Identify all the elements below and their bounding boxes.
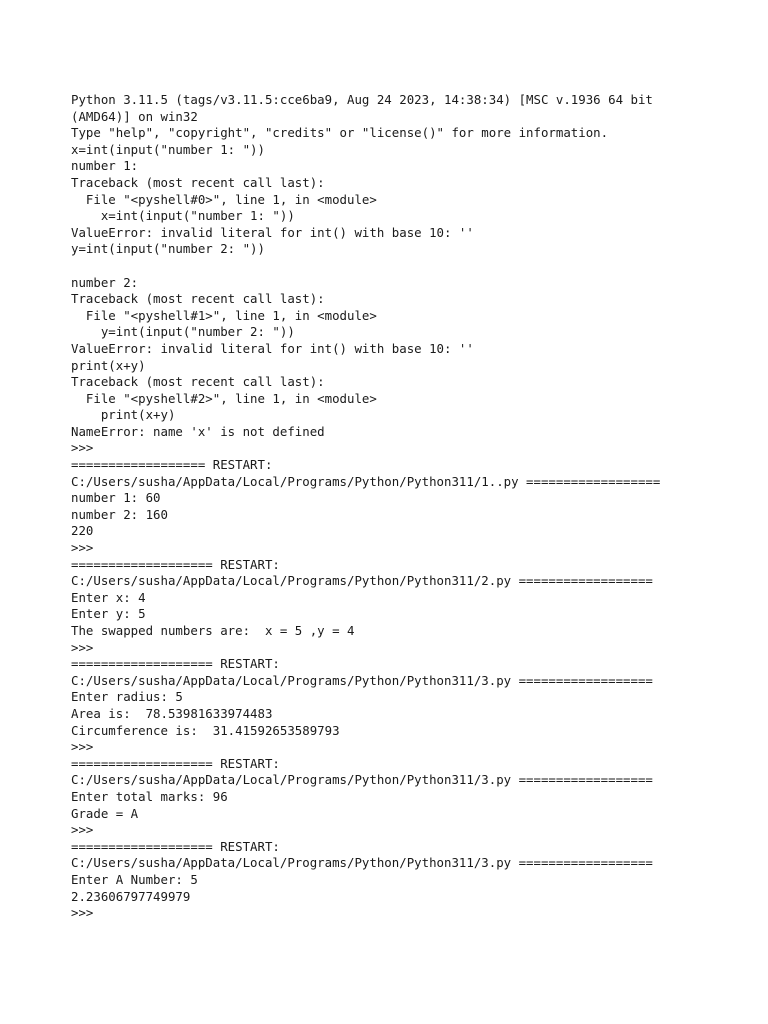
shell-output-line: Traceback (most recent call last): [71, 374, 325, 390]
restart-banner-line: =================== RESTART: [71, 656, 280, 672]
shell-output-line: The swapped numbers are: x = 5 ,y = 4 [71, 623, 355, 638]
shell-output-line: Grade = A [71, 805, 139, 821]
shell-output-line: File "<pyshell#1>", line 1, in <module> [71, 307, 377, 323]
shell-output-line: number 1: 60 [71, 490, 161, 506]
shell-output-line: (AMD64)] on win32 [71, 108, 198, 124]
shell-output-line: x=int(input("number 1: ")) [71, 141, 265, 157]
shell-output-line: 2.23606797749979 [71, 888, 191, 904]
restart-banner-line: ================== RESTART: [71, 457, 273, 473]
shell-output-line: number 2: 160 [71, 506, 168, 522]
shell-output-line: print(x+y) [71, 407, 176, 423]
shell-output-line [71, 258, 751, 275]
shell-output-line: File "<pyshell#2>", line 1, in <module> [71, 390, 377, 406]
shell-prompt: >>> [71, 639, 94, 655]
shell-output-line: Type "help", "copyright", "credits" or "license()" for more information. [71, 125, 609, 141]
shell-output-line: y=int(input("number 2: ")) [71, 324, 295, 340]
error-line: ValueError: invalid literal for int() with base 10: '' [71, 340, 474, 356]
shell-output-line: Traceback (most recent call last): [71, 291, 325, 307]
shell-output-line: Traceback (most recent call last): [71, 174, 325, 190]
error-line: NameError: name 'x' is not defined [71, 423, 325, 439]
shell-prompt: >>> [71, 540, 94, 556]
restart-banner-line: =================== RESTART: [71, 838, 280, 854]
shell-output-line: C:/Users/susha/AppData/Local/Programs/Python/Python311/1..py ================== [71, 473, 661, 489]
shell-output-line: Enter A Number: 5 [71, 871, 198, 887]
shell-output-line: C:/Users/susha/AppData/Local/Programs/Python/Python311/2.py ================== [71, 573, 653, 589]
error-line: ValueError: invalid literal for int() with base 10: '' [71, 224, 474, 240]
restart-banner-line: =================== RESTART: [71, 755, 280, 771]
shell-output-line: Enter total marks: 96 [71, 788, 228, 804]
restart-banner-line: =================== RESTART: [71, 556, 280, 572]
shell-output-line: File "<pyshell#0>", line 1, in <module> [71, 191, 377, 207]
shell-output-line: C:/Users/susha/AppData/Local/Programs/Python/Python311/3.py ================== [71, 672, 653, 688]
python-shell-output [71, 92, 751, 922]
shell-output-line: C:/Users/susha/AppData/Local/Programs/Python/Python311/3.py ================== [71, 772, 653, 788]
shell-output-line: Enter x: 4 [71, 589, 146, 605]
shell-prompt: >>> [71, 739, 94, 755]
shell-output-line: number 1: [71, 158, 139, 174]
shell-output-line: x=int(input("number 1: ")) [71, 208, 295, 224]
shell-prompt: >>> [71, 822, 94, 838]
shell-prompt: >>> [71, 440, 94, 456]
shell-output-line: number 2: [71, 274, 139, 290]
shell-output-line: 220 [71, 523, 94, 539]
shell-output-line: Enter y: 5 [71, 606, 146, 622]
shell-output-line: y=int(input("number 2: ")) [71, 241, 265, 257]
shell-output-line: Circumference is: 31.41592653589793 [71, 722, 340, 738]
shell-output-line: Area is: 78.53981633974483 [71, 705, 273, 721]
shell-output-line: Python 3.11.5 (tags/v3.11.5:cce6ba9, Aug 24 2023, 14:38:34) [MSC v.1936 64 bit [71, 92, 653, 107]
shell-output-line: C:/Users/susha/AppData/Local/Programs/Python/Python311/3.py ================== [71, 855, 653, 871]
shell-output-line: print(x+y) [71, 357, 146, 373]
shell-prompt: >>> [71, 905, 94, 921]
shell-output-line: Enter radius: 5 [71, 689, 183, 705]
